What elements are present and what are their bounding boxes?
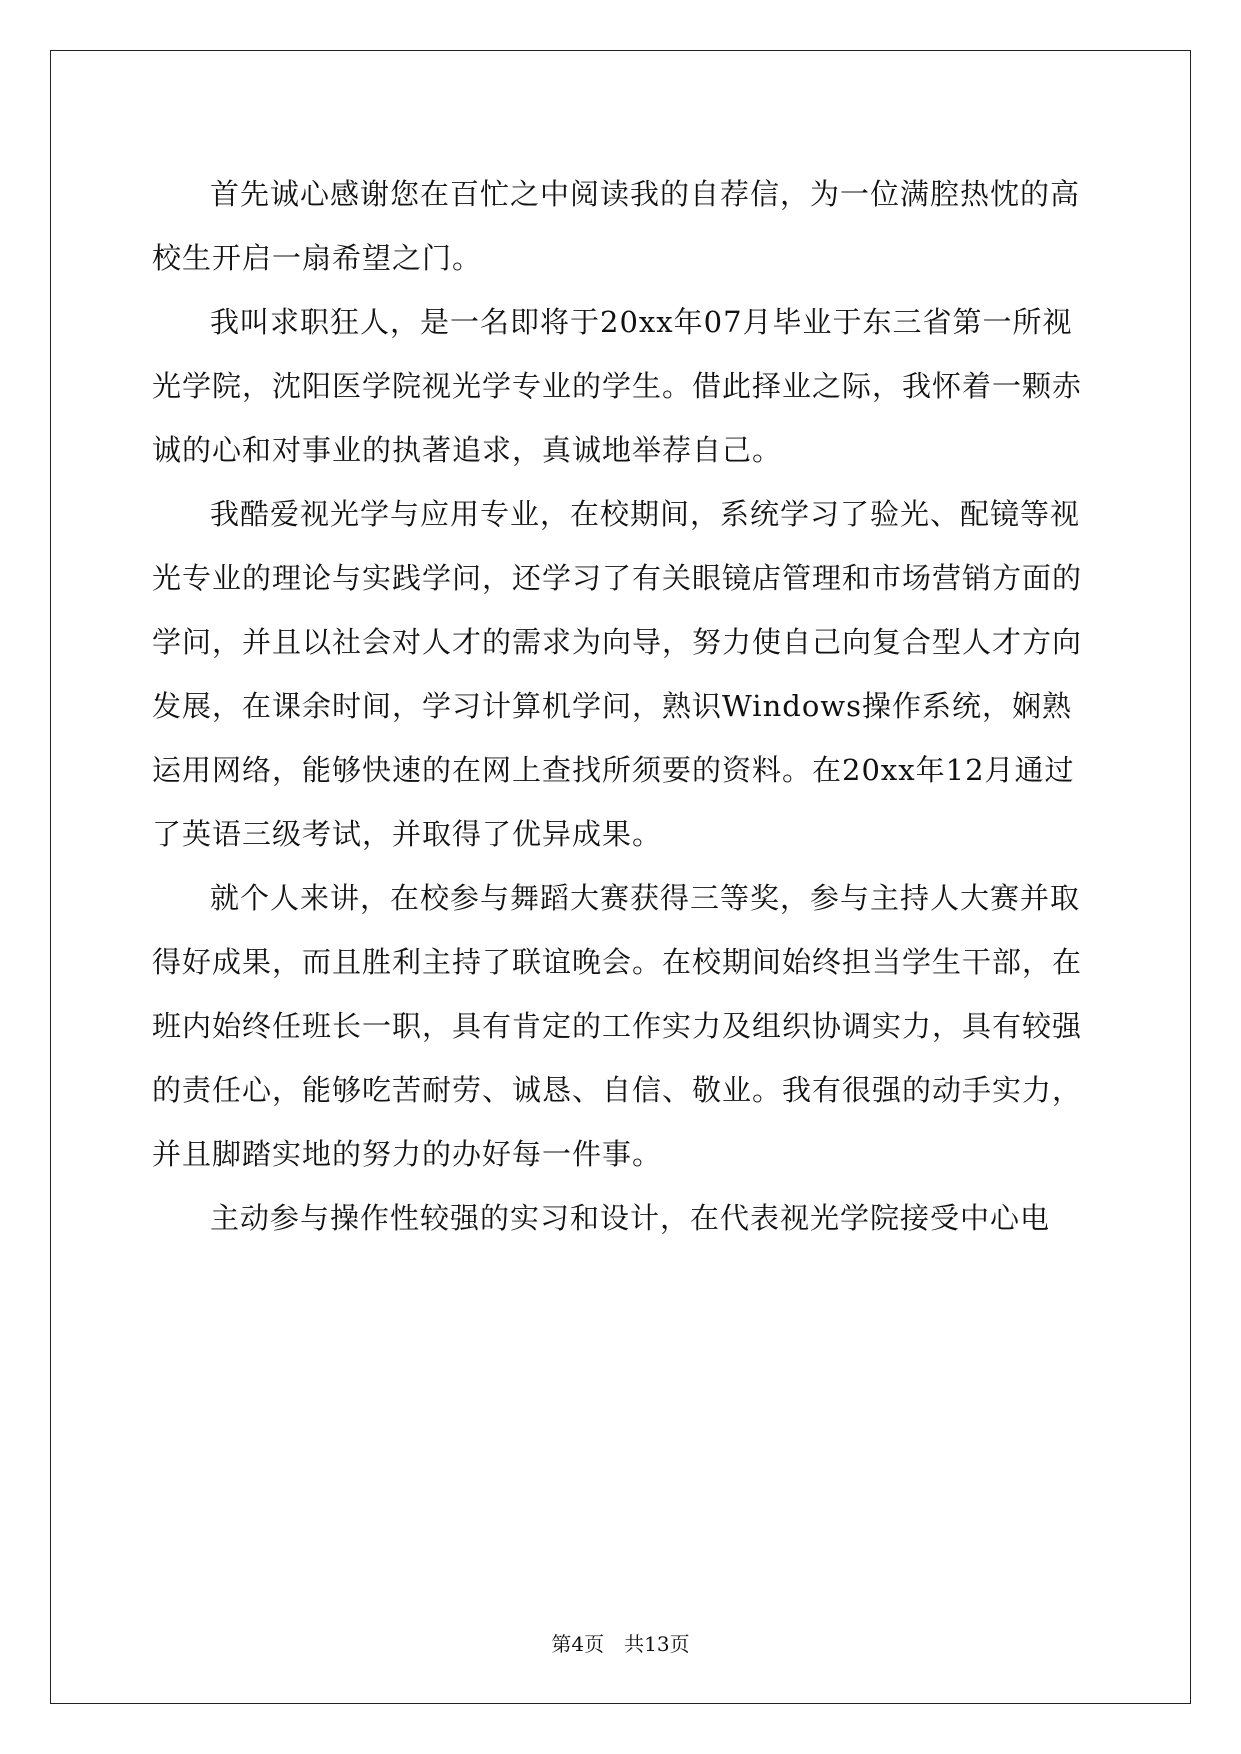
paragraph-1: 首先诚心感谢您在百忙之中阅读我的自荐信，为一位满腔热忱的高校生开启一扇希望之门。 xyxy=(152,177,1081,275)
paragraph-2: 我叫求职狂人，是一名即将于20xx年07月毕业于东三省第一所视光学院，沈阳医学院视光学专业的学生。借此择业之际，我怀着一颗赤诚的心和对事业的执著追求，真诚地举荐自己。 xyxy=(152,305,1083,467)
paragraph-5: 主动参与操作性较强的实习和设计，在代表视光学院接受中心电 xyxy=(210,1201,1051,1235)
letter-body xyxy=(152,162,1092,1250)
paragraph-3: 我酷爱视光学与应用专业，在校期间，系统学习了验光、配镜等视光专业的理论与实践学问，还学习了有关眼镜店管理和市场营销方面的学问，并且以社会对人才的需求为向导，努力使自己向复合型人才方向发展，在课余时间，学习计算机学问，熟识Windows操作系统，娴熟运用网络，能够快速的在网上查找所须要的资料。在20xx年12月通过了英语三级考试，并取得了优异成果。 xyxy=(152,497,1083,851)
page-number-footer: 第4页 共13页 xyxy=(551,1632,690,1656)
paragraph-4: 就个人来讲，在校参与舞蹈大赛获得三等奖，参与主持人大赛并取得好成果，而且胜利主持了联谊晚会。在校期间始终担当学生干部，在班内始终任班长一职，具有肯定的工作实力及组织协调实力，具有较强的责任心，能够吃苦耐劳、诚恳、自信、敬业。我有很强的动手实力，并且脚踏实地的努力的办好每一件事。 xyxy=(152,881,1083,1171)
